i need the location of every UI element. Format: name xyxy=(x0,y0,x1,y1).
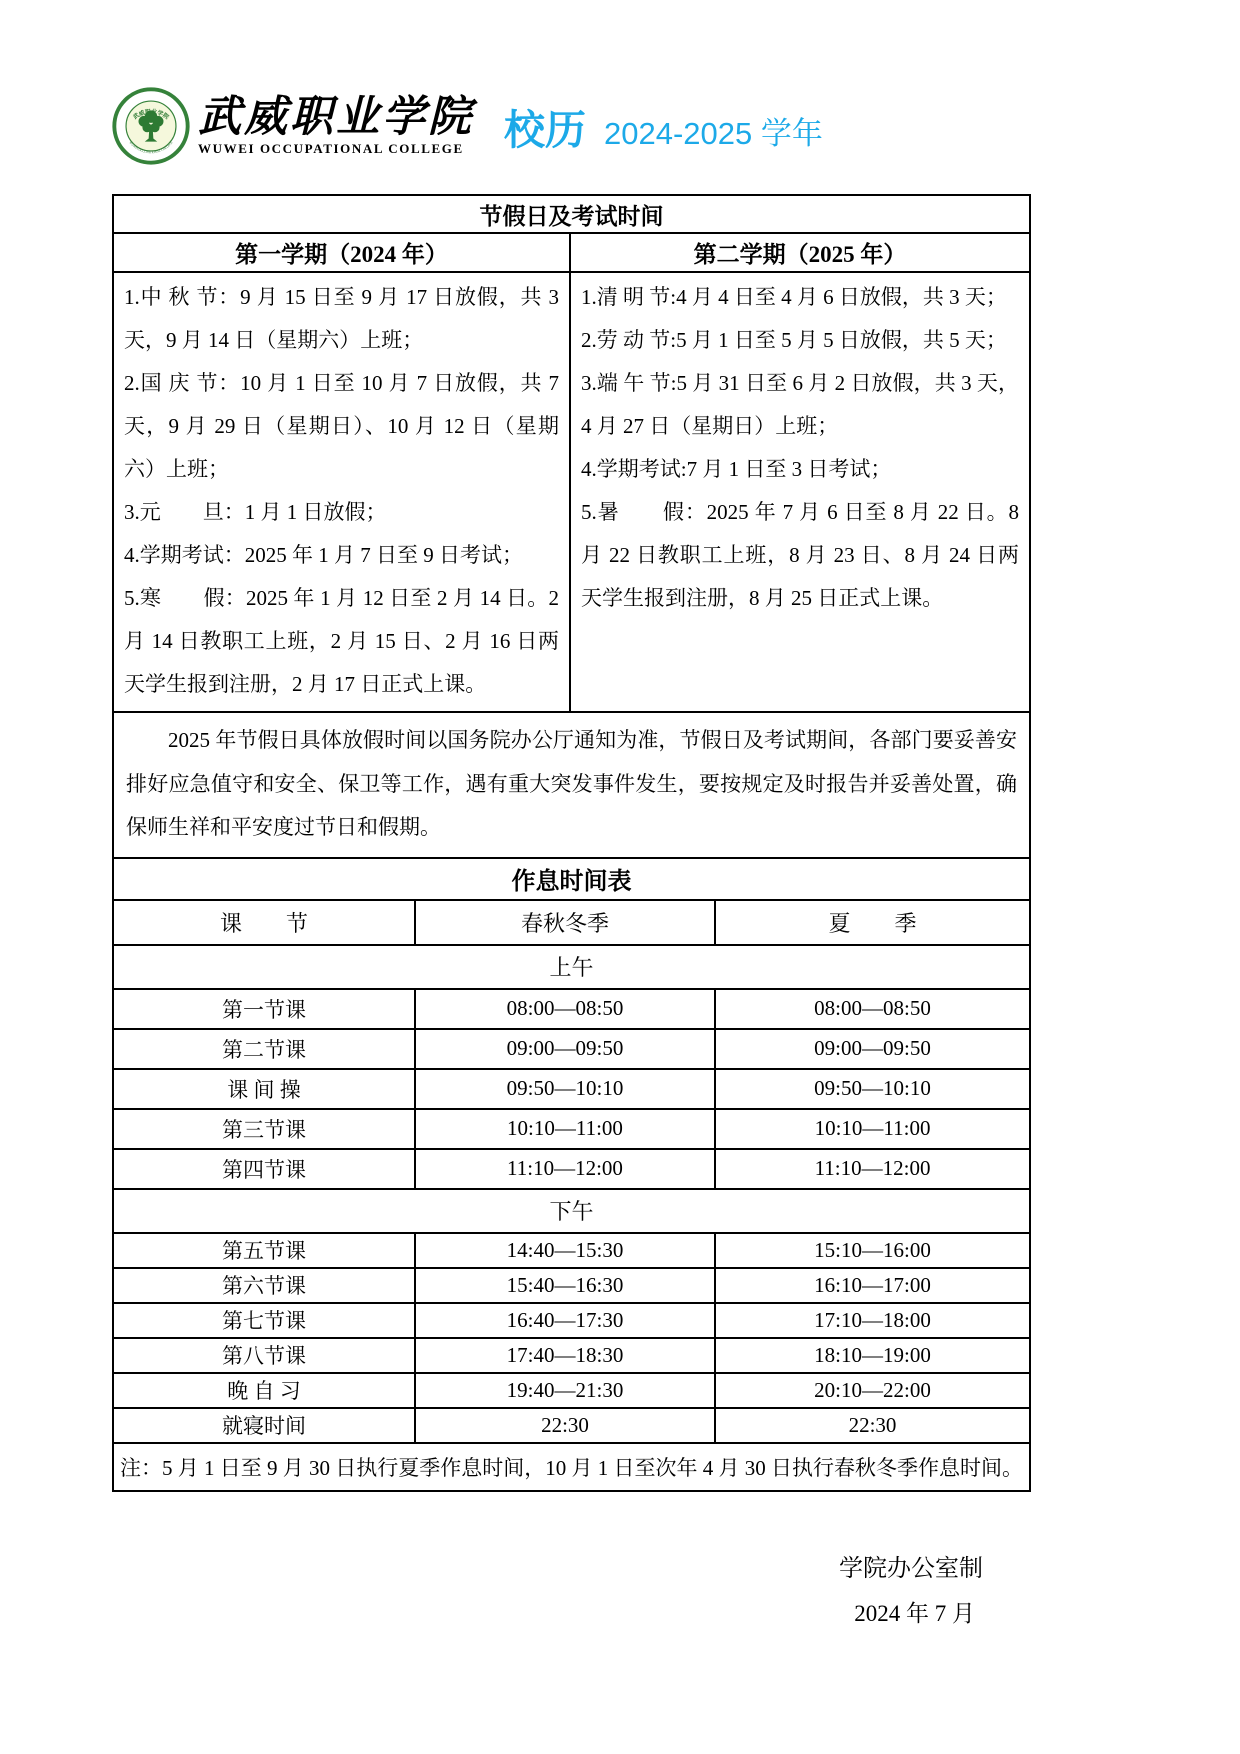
table-row xyxy=(113,1408,1030,1443)
summer-time: 15:10—16:00 xyxy=(715,1233,1030,1268)
footer-issuer: 学院办公室制 xyxy=(839,1554,983,1582)
summer-time: 09:00—09:50 xyxy=(715,1029,1030,1069)
summer-time: 09:50—10:10 xyxy=(715,1069,1030,1109)
period-label: 课 间 操 xyxy=(113,1069,415,1109)
table-row xyxy=(113,1303,1030,1338)
schedule-table-title: 作息时间表 xyxy=(113,858,1030,900)
semester2-item: 1.清 明 节:4 月 4 日至 4 月 6 日放假，共 3 天； xyxy=(581,285,1007,309)
spring-time: 11:10—12:00 xyxy=(415,1149,715,1189)
summer-time: 17:10—18:00 xyxy=(715,1303,1030,1338)
logo-arc-text-en: WUWEI OCCUPATIONAL COLLEGE xyxy=(128,140,174,155)
summer-time: 08:00—08:50 xyxy=(715,989,1030,1029)
summer-time: 10:10—11:00 xyxy=(715,1109,1030,1149)
holiday-note-cell xyxy=(113,712,1030,857)
spring-time: 17:40—18:30 xyxy=(415,1338,715,1373)
spring-time: 19:40—21:30 xyxy=(415,1373,715,1408)
spring-time: 09:50—10:10 xyxy=(415,1069,715,1109)
schedule-note: 注：5 月 1 日至 9 月 30 日执行夏季作息时间，10 月 1 日至次年 4 月 30 日执行春秋冬季作息时间。 xyxy=(113,1443,1030,1491)
table-row xyxy=(113,989,1030,1029)
period-label: 第八节课 xyxy=(113,1338,415,1373)
spring-time: 16:40—17:30 xyxy=(415,1303,715,1338)
page-title xyxy=(504,97,823,156)
table-row xyxy=(113,1109,1030,1149)
footer xyxy=(112,1548,1029,1628)
period-label: 第五节课 xyxy=(113,1233,415,1268)
period-label: 第四节课 xyxy=(113,1149,415,1189)
spring-time: 15:40—16:30 xyxy=(415,1268,715,1303)
summer-time: 22:30 xyxy=(715,1408,1030,1443)
period-label: 第六节课 xyxy=(113,1268,415,1303)
period-label: 第七节课 xyxy=(113,1303,415,1338)
semester2-item: 2.劳 动 节:5 月 1 日至 5 月 5 日放假，共 5 天； xyxy=(581,328,1007,353)
table-row xyxy=(113,1069,1030,1109)
period-label: 第一节课 xyxy=(113,989,415,1029)
spring-time: 08:00—08:50 xyxy=(415,989,715,1029)
page-content xyxy=(112,84,1029,1628)
summer-time: 20:10—22:00 xyxy=(715,1373,1030,1408)
section-morning: 上午 xyxy=(113,945,1030,989)
college-name-en: WUWEI OCCUPATIONAL COLLEGE xyxy=(198,141,464,157)
column-header-summer: 夏 季 xyxy=(715,900,1030,945)
semester1-item: 3.元 旦：1 月 1 日放假； xyxy=(124,500,387,525)
table-row xyxy=(113,1029,1030,1069)
semester2-item: 4.学期考试:7 月 1 日至 3 日考试； xyxy=(581,457,892,482)
holiday-table-title: 节假日及考试时间 xyxy=(113,195,1030,233)
column-header-period: 课 节 xyxy=(113,900,415,945)
college-name-block xyxy=(198,91,474,157)
header xyxy=(112,84,1029,168)
table-row xyxy=(113,1338,1030,1373)
logo-arc-text-zh: 武威职业学院 xyxy=(132,109,170,121)
academic-year: 2024-2025 学年 xyxy=(604,115,823,151)
spring-time: 09:00—09:50 xyxy=(415,1029,715,1069)
semester1-item: 1.中 秋 节：9 月 15 日至 9 月 17 日放假，共 3 天，9 月 14 日（星期六）上班； xyxy=(124,285,559,353)
semester1-items xyxy=(113,272,570,712)
column-header-spring-autumn-winter: 春秋冬季 xyxy=(415,900,715,945)
semester2-item: 5.暑 假：2025 年 7 月 6 日至 8 月 22 日。8 月 22 日教职工上班，8 月 23 日、8 月 24 日两天学生报到注册，8 月 25 日正式上课。 xyxy=(581,500,1019,611)
semester1-header: 第一学期（2024 年） xyxy=(113,233,570,272)
daily-schedule-table xyxy=(112,857,1031,1492)
semester2-items xyxy=(570,272,1030,712)
period-label: 第三节课 xyxy=(113,1109,415,1149)
semester1-item: 5.寒 假：2025 年 1 月 12 日至 2 月 14 日。2 月 14 日教职工上班，2 月 15 日、2 月 16 日两天学生报到注册，2 月 17 日正式上课。 xyxy=(124,586,559,697)
college-name-zh: 武威职业学院 xyxy=(198,91,474,142)
period-label: 晚 自 习 xyxy=(113,1373,415,1408)
calendar-title: 校历 xyxy=(504,106,586,153)
holiday-note: 2025 年节假日具体放假时间以国务院办公厅通知为准，节假日及考试期间，各部门要妥善安排好应急值守和安全、保卫等工作，遇有重大突发事件发生，要按规定及时报告并妥善处置，确保师生祥和平安度过节日和假期。 xyxy=(126,728,1017,839)
summer-time: 16:10—17:00 xyxy=(715,1268,1030,1303)
holiday-exam-table xyxy=(112,194,1031,859)
footer-date: 2024 年 7 月 xyxy=(854,1600,975,1626)
summer-time: 11:10—12:00 xyxy=(715,1149,1030,1189)
schedule-header-row xyxy=(113,900,1030,945)
table-row xyxy=(113,1268,1030,1303)
spring-time: 10:10—11:00 xyxy=(415,1109,715,1149)
summer-time: 18:10—19:00 xyxy=(715,1338,1030,1373)
college-logo-icon xyxy=(112,87,190,165)
spring-time: 22:30 xyxy=(415,1408,715,1443)
table-row xyxy=(113,1373,1030,1408)
period-label: 第二节课 xyxy=(113,1029,415,1069)
section-afternoon: 下午 xyxy=(113,1189,1030,1233)
semester1-item: 2.国 庆 节：10 月 1 日至 10 月 7 日放假，共 7 天，9 月 29 日（星期日）、10 月 12 日（星期六）上班； xyxy=(124,371,559,482)
table-row xyxy=(113,1149,1030,1189)
period-label: 就寝时间 xyxy=(113,1408,415,1443)
semester2-header: 第二学期（2025 年） xyxy=(570,233,1030,272)
semester1-item: 4.学期考试：2025 年 1 月 7 日至 9 日考试； xyxy=(124,543,523,568)
spring-time: 14:40—15:30 xyxy=(415,1233,715,1268)
table-row xyxy=(113,1233,1030,1268)
semester2-item: 3.端 午 节:5 月 31 日至 6 月 2 日放假，共 3 天，4 月 27 日（星期日）上班； xyxy=(581,371,1019,439)
